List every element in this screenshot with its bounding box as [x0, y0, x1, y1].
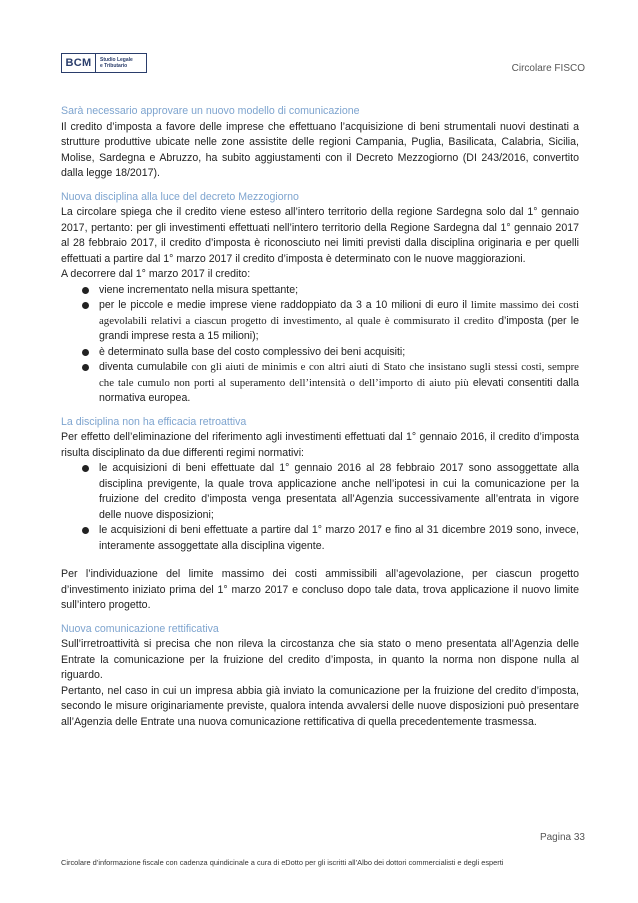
- section-heading-retroattiva: La disciplina non ha efficacia retroattiva: [61, 415, 247, 428]
- section-heading-rettificativa: Nuova comunicazione rettificativa: [61, 622, 219, 635]
- paragraph: Per l’individuazione del limite massimo dei costi ammissibili all’agevolazione, per ciascun progetto d’investimento iniziato prima del 1° marzo 2017 e concluso dopo tale data, trova applicazione il nuovo limite sull’intero progetto.: [61, 568, 579, 611]
- bullet-icon: [82, 302, 89, 309]
- logo-sub-line2: e Tributario: [100, 63, 128, 69]
- page-number: Pagina 33: [539, 832, 585, 843]
- bullet-icon: [82, 364, 89, 371]
- list-item: viene incrementato nella misura spettante;: [61, 283, 579, 299]
- paragraph: Sull’irretroattività si precisa che non rileva la circostanza che sia stato o meno presentata all’Agenzia delle Entrate la comunicazione per la fruizione del credito d’imposta, in quanto la norma non dispone nulla al riguardo.: [61, 638, 579, 681]
- section-heading-modello: Sarà necessario approvare un nuovo modello di comunicazione: [61, 105, 360, 117]
- list-item: le acquisizioni di beni effettuate dal 1° gennaio 2016 al 28 febbraio 2017 sono assoggettate alla disciplina previgente, la quale trova applicazione anche nell’ipotesi in cui la comunicazione per la fruizione del credito d’imposta venga presentata all’Agenzia successivamente all’entrata in vigore delle nuove disposizioni;: [61, 461, 579, 523]
- bullet-icon: [82, 465, 89, 472]
- list-item: è determinato sulla base del costo complessivo dei beni acquisiti;: [61, 345, 579, 361]
- bullet-icon: [82, 287, 89, 294]
- bullet-icon: [82, 349, 89, 356]
- document-body: [61, 104, 579, 730]
- list-item: per le piccole e medie imprese viene raddoppiato da 3 a 10 milioni di euro il limite massimo dei costi agevolabili relativi a ciascun progetto di investimento, al quale è commisurato il credito d’imposta (per le grandi imprese resta a 15 milioni);: [61, 298, 579, 345]
- section-heading-mezzogiorno: Nuova disciplina alla luce del decreto Mezzogiorno: [61, 190, 299, 203]
- paragraph: A decorrere dal 1° marzo 2017 il credito:: [61, 268, 251, 280]
- bullet-list: [61, 461, 579, 554]
- paragraph: Il credito d’imposta a favore delle imprese che effettuano l’acquisizione di beni strumentali nuovi destinati a strutture produttive ubicate nelle zone assistite delle regioni Campania, Puglia, Basilicata, Calabria, Sicilia, Molise, Sardegna e Abruzzo, ha subito aggiustamenti con il Decreto Mezzogiorno (DI 243/2016, convertito dalla legge 18/2017).: [61, 120, 579, 179]
- list-item: diventa cumulabile con gli aiuti de minimis e con altri aiuti di Stato che insistano sugli stessi costi, sempre che tale cumulo non porti al superamento dell’intensità o dell’importo di aiuto più elevati consentiti dalla normativa europea.: [61, 360, 579, 407]
- paragraph: Pertanto, nel caso in cui un impresa abbia già inviato la comunicazione per la fruizione del credito d’imposta, secondo le misure originariamente previste, qualora intenda avvalersi delle nuove disposizioni può presentare all’Agenzia delle Entrate una nuova comunicazione rettificativa di quella precedentemente trasmessa.: [61, 684, 579, 728]
- bcm-logo: [61, 53, 147, 73]
- bullet-list: [61, 283, 579, 407]
- logo-subtitle: [96, 54, 133, 72]
- paragraph: Per effetto dell’eliminazione del riferimento agli investimenti effettuati dal 1° gennaio 2016, il credito d’imposta risulta disciplinato da due differenti regimi normativi:: [61, 431, 579, 459]
- logo-sub-line1: Studio Legale: [100, 57, 133, 63]
- paragraph: La circolare spiega che il credito viene esteso all’intero territorio della regione Sardegna solo dal 1° gennaio 2017, pertanto: per gli investimenti effettuati nell’intero territorio della Regione Sardegna dal 1° gennaio 2017 al 28 febbraio 2017, il credito d’imposta è riconosciuto nei limiti previsti dalla disciplina originaria e per quelli effettuati a partire dal 1° marzo 2017 il credito d’imposta è determinato con le nuove maggiorazioni.: [61, 206, 579, 265]
- list-item: le acquisizioni di beni effettuate a partire dal 1° marzo 2017 e fino al 31 dicembre 2019 sono, invece, interamente assoggettate alla disciplina vigente.: [61, 523, 579, 554]
- logo-brand: BCM: [62, 54, 96, 72]
- bullet-icon: [82, 527, 89, 534]
- page-footer: Circolare d’informazione fiscale con cadenza quindicinale a cura di eDotto per gli iscritti all’Albo dei dottori commercialisti e degli esperti: [61, 858, 504, 867]
- document-category: Circolare FISCO: [511, 63, 585, 74]
